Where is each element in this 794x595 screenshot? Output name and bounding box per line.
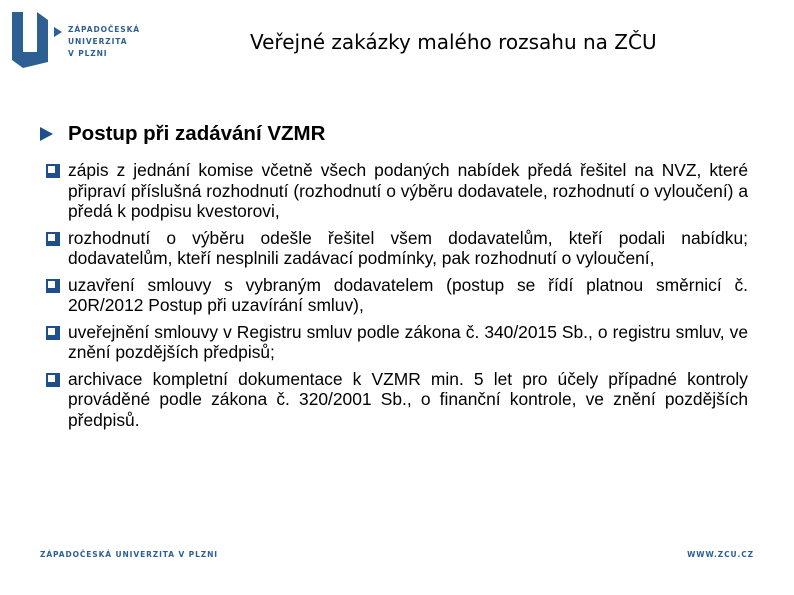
section-heading-text: Postup při zadávání VZMR — [68, 122, 326, 145]
section-heading — [40, 122, 325, 146]
bullet-list — [46, 160, 748, 436]
bullet-text: zápis z jednání komise včetně všech podaných nabídek předá řešitel na NVZ, které připraví příslušná rozhodnutí (rozhodnutí o výběru dodavatele, rozhodnutí o vyloučení) a předá k podpisu kvestorovi, — [68, 160, 748, 221]
bullet-text: archivace kompletní dokumentace k VZMR min. 5 let pro účely případné kontroly prováděné podle zákona č. 320/2001 Sb., o finanční kontrole, ve znění pozdějších předpisů. — [68, 368, 748, 430]
logo-text — [54, 24, 140, 60]
checkbox-bullet-icon — [46, 164, 60, 178]
bullet-text: uveřejnění smlouvy v Registru smluv podle zákona č. 340/2015 Sb., o registru smluv, ve znění pozdějších předpisů; — [68, 321, 748, 362]
logo-line-3: V PLZNI — [68, 49, 108, 58]
bullet-item — [46, 160, 748, 222]
bullet-item — [46, 228, 748, 269]
footer-university-name: ZÁPADOČESKÁ UNIVERZITA V PLZNI — [40, 550, 218, 559]
checkbox-bullet-icon — [46, 373, 60, 387]
bullet-text: rozhodnutí o výběru odešle řešitel všem dodavatelům, kteří podali nabídku; dodavatelům, kteří nesplnili zadávací podmínky, pak rozhodnutí o vyloučení, — [68, 227, 748, 268]
checkbox-bullet-icon — [46, 279, 60, 293]
bullet-item — [46, 322, 748, 363]
logo-line-2: UNIVERZITA — [68, 37, 128, 46]
bullet-item — [46, 369, 748, 431]
logo-arrow-icon — [54, 27, 62, 37]
bullet-text: uzavření smlouvy s vybraným dodavatelem (postup se řídí platnou směrnicí č. 20R/2012 Postup při uzavírání smluv), — [68, 274, 748, 315]
bullet-item — [46, 275, 748, 316]
checkbox-bullet-icon — [46, 326, 60, 340]
university-logo-mark — [12, 12, 48, 68]
logo-wordmark — [68, 24, 140, 60]
university-logo — [12, 12, 140, 68]
play-triangle-icon — [40, 127, 53, 141]
slide-title: Veřejné zakázky malého rozsahu na ZČU — [250, 30, 657, 54]
footer-website-link[interactable]: WWW.ZCU.CZ — [687, 550, 754, 559]
logo-line-1: ZÁPADOČESKÁ — [68, 25, 141, 34]
checkbox-bullet-icon — [46, 232, 60, 246]
